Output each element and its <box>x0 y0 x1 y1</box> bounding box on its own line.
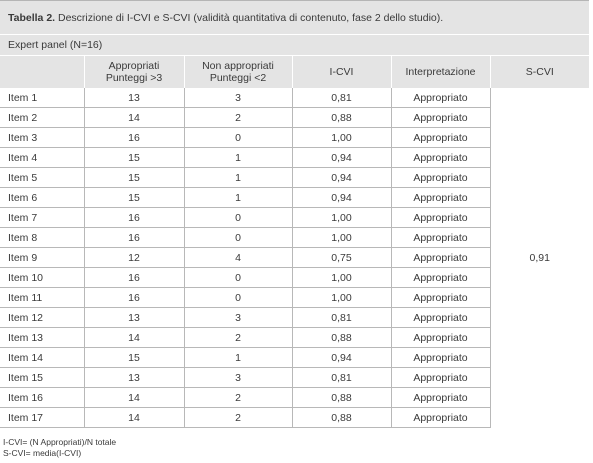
icvi-cell: 0,94 <box>292 348 391 368</box>
icvi-cell: 0,94 <box>292 188 391 208</box>
column-header-non-appropriati: Non appropriati Punteggi <2 <box>184 56 292 88</box>
icvi-cell: 0,81 <box>292 88 391 108</box>
appropriati-cell: 15 <box>84 148 184 168</box>
appropriati-cell: 14 <box>84 388 184 408</box>
icvi-cell: 0,88 <box>292 328 391 348</box>
appropriati-cell: 15 <box>84 348 184 368</box>
non-appropriati-cell: 3 <box>184 368 292 388</box>
interpretazione-cell: Appropriato <box>391 368 490 388</box>
icvi-cell: 0,81 <box>292 368 391 388</box>
appropriati-cell: 16 <box>84 128 184 148</box>
icvi-cell: 0,81 <box>292 308 391 328</box>
icvi-cell: 1,00 <box>292 228 391 248</box>
interpretazione-cell: Appropriato <box>391 328 490 348</box>
footnote-scvi: S-CVI= media(I-CVI) <box>3 448 82 458</box>
item-cell: Item 4 <box>0 148 84 168</box>
item-cell: Item 2 <box>0 108 84 128</box>
item-cell: Item 14 <box>0 348 84 368</box>
non-appropriati-cell: 1 <box>184 348 292 368</box>
icvi-cell: 0,94 <box>292 168 391 188</box>
panel-label: Expert panel (N=16) <box>0 35 589 55</box>
icvi-cell: 0,88 <box>292 408 391 428</box>
interpretazione-cell: Appropriato <box>391 228 490 248</box>
non-appropriati-cell: 1 <box>184 148 292 168</box>
non-appropriati-cell: 2 <box>184 328 292 348</box>
non-appropriati-cell: 0 <box>184 128 292 148</box>
non-appropriati-cell: 2 <box>184 408 292 428</box>
icvi-cell: 0,88 <box>292 108 391 128</box>
column-header-scvi: S-CVI <box>490 56 589 88</box>
interpretazione-cell: Appropriato <box>391 408 490 428</box>
table-caption <box>0 0 589 34</box>
icvi-cell: 1,00 <box>292 128 391 148</box>
appropriati-cell: 12 <box>84 248 184 268</box>
item-cell: Item 3 <box>0 128 84 148</box>
icvi-cell: 0,75 <box>292 248 391 268</box>
icvi-cell: 1,00 <box>292 288 391 308</box>
non-appropriati-cell: 3 <box>184 308 292 328</box>
interpretazione-cell: Appropriato <box>391 248 490 268</box>
interpretazione-cell: Appropriato <box>391 308 490 328</box>
table-header-row <box>0 56 589 88</box>
caption-text: Descrizione di I-CVI e S-CVI (validità quantitativa di contenuto, fase 2 dello studio). <box>55 12 444 24</box>
non-appropriati-cell: 1 <box>184 188 292 208</box>
appropriati-cell: 14 <box>84 108 184 128</box>
item-cell: Item 7 <box>0 208 84 228</box>
cvi-table <box>0 56 589 428</box>
non-appropriati-cell: 1 <box>184 168 292 188</box>
caption-label: Tabella 2. <box>8 12 56 24</box>
item-cell: Item 11 <box>0 288 84 308</box>
item-cell: Item 10 <box>0 268 84 288</box>
appropriati-cell: 14 <box>84 408 184 428</box>
non-appropriati-cell: 0 <box>184 268 292 288</box>
item-cell: Item 12 <box>0 308 84 328</box>
icvi-cell: 1,00 <box>292 208 391 228</box>
item-cell: Item 1 <box>8 91 38 104</box>
appropriati-cell: 15 <box>84 188 184 208</box>
non-appropriati-cell: 0 <box>184 288 292 308</box>
interpretazione-cell: Appropriato <box>391 128 490 148</box>
non-appropriati-cell: 4 <box>184 248 292 268</box>
item-cell: Item 5 <box>0 168 84 188</box>
item-cell: Item 17 <box>0 408 84 428</box>
column-header-icvi: I-CVI <box>292 56 391 88</box>
appropriati-cell: 13 <box>84 368 184 388</box>
item-cell: Item 15 <box>0 368 84 388</box>
interpretazione-cell: Appropriato <box>391 148 490 168</box>
icvi-cell: 0,88 <box>292 388 391 408</box>
appropriati-cell: 13 <box>84 88 184 108</box>
item-cell: Item 13 <box>0 328 84 348</box>
interpretazione-cell: Appropriato <box>391 208 490 228</box>
footnote-icvi: I-CVI= (N Appropriati)/N totale <box>3 437 117 447</box>
interpretazione-cell: Appropriato <box>391 288 490 308</box>
item-cell: Item 8 <box>0 228 84 248</box>
non-appropriati-cell: 0 <box>184 228 292 248</box>
non-appropriati-cell: 0 <box>184 208 292 228</box>
appropriati-cell: 14 <box>84 328 184 348</box>
interpretazione-cell: Appropriato <box>391 168 490 188</box>
column-header-appropriati: Appropriati Punteggi >3 <box>84 56 184 88</box>
item-cell: Item 6 <box>0 188 84 208</box>
interpretazione-cell: Appropriato <box>391 388 490 408</box>
column-header-item <box>0 56 84 88</box>
appropriati-cell: 16 <box>84 288 184 308</box>
interpretazione-cell: Appropriato <box>391 188 490 208</box>
appropriati-cell: 13 <box>84 308 184 328</box>
column-header-interpretazione: Interpretazione <box>391 56 490 88</box>
interpretazione-cell: Appropriato <box>391 108 490 128</box>
appropriati-cell: 16 <box>84 208 184 228</box>
appropriati-cell: 15 <box>84 168 184 188</box>
table-row <box>0 88 589 108</box>
item-cell: Item 16 <box>0 388 84 408</box>
interpretazione-cell: Appropriato <box>391 88 490 108</box>
non-appropriati-cell: 3 <box>184 88 292 108</box>
appropriati-cell: 16 <box>84 228 184 248</box>
scvi-cell: 0,91 <box>490 88 589 428</box>
item-cell: Item 9 <box>0 248 84 268</box>
non-appropriati-cell: 2 <box>184 108 292 128</box>
icvi-cell: 1,00 <box>292 268 391 288</box>
interpretazione-cell: Appropriato <box>391 268 490 288</box>
interpretazione-cell: Appropriato <box>391 348 490 368</box>
icvi-cell: 0,94 <box>292 148 391 168</box>
non-appropriati-cell: 2 <box>184 388 292 408</box>
appropriati-cell: 16 <box>84 268 184 288</box>
